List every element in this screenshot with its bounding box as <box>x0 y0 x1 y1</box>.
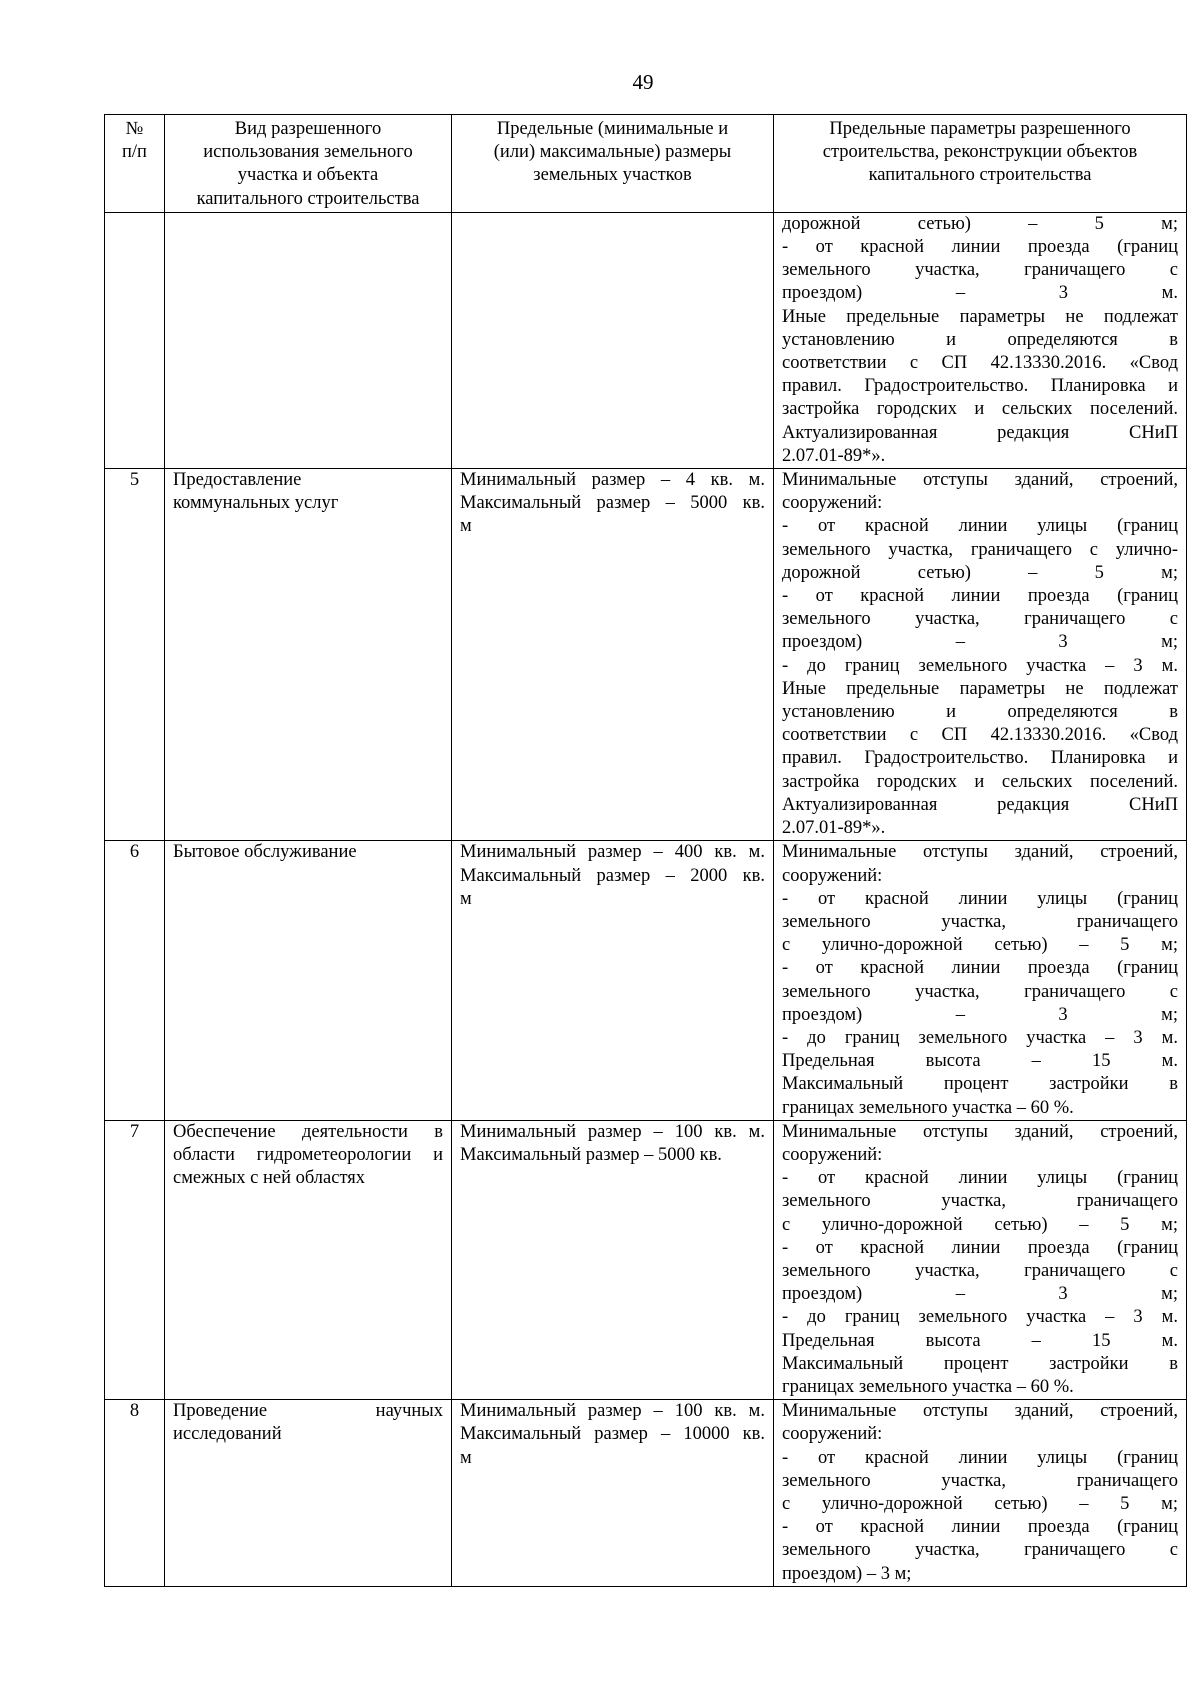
cell-line: смежных с ней областях <box>173 1168 366 1189</box>
cell-line: проездом) – 3 м. <box>782 283 1178 304</box>
row-number-cell <box>105 469 165 841</box>
header-line: капитального строительства <box>196 188 420 209</box>
page-number: 49 <box>632 70 654 94</box>
header-line: использования земельного <box>203 142 413 163</box>
cell-line: Предельная высота – 15 м. <box>782 1330 1178 1351</box>
row-number: 6 <box>129 842 140 863</box>
cell-line: земельного участка, граничащего с <box>782 1540 1178 1561</box>
table-row <box>105 212 1187 468</box>
params-cell <box>774 1120 1187 1399</box>
row-number-cell <box>105 841 165 1120</box>
header-line: земельных участков <box>533 165 692 186</box>
use-type-cell <box>165 212 452 468</box>
cell-line: м <box>460 888 472 909</box>
cell-line: земельного участка, граничащего <box>782 911 1178 932</box>
cell-line: границах земельного участка – 60 %. <box>782 1097 1074 1118</box>
cell-line: земельного участка, граничащего с <box>782 609 1178 630</box>
params-cell <box>774 469 1187 841</box>
cell-line: застройка городских и сельских поселений. <box>782 771 1178 792</box>
cell-line: - от красной линии улицы (границ <box>782 1447 1178 1468</box>
cell-line: границах земельного участка – 60 %. <box>782 1376 1074 1397</box>
table-body <box>105 212 1187 1586</box>
cell-line: - от красной линии проезда (границ <box>782 1237 1178 1258</box>
cell-line: исследований <box>173 1424 282 1445</box>
cell-line: 2.07.01-89*». <box>782 445 886 466</box>
plot-size-cell <box>452 212 774 468</box>
use-type-cell <box>165 841 452 1120</box>
row-number-cell <box>105 1400 165 1587</box>
cell-line: сооружений: <box>782 493 883 514</box>
cell-line: - от красной линии улицы (границ <box>782 516 1178 537</box>
cell-line: земельного участка, граничащего с <box>782 981 1178 1002</box>
table-row <box>105 1400 1187 1587</box>
cell-line: - от красной линии проезда (границ <box>782 1517 1178 1538</box>
row-number-cell <box>105 1120 165 1399</box>
cell-line: Максимальный процент застройки в <box>782 1353 1178 1374</box>
header-line: участка и объекта <box>237 165 379 186</box>
cell-line: Минимальный размер – 4 кв. м. <box>460 470 765 491</box>
cell-line: Максимальный размер – 5000 кв. <box>460 1144 722 1165</box>
header-line: капитального строительства <box>868 165 1092 186</box>
cell-line: проездом) – 3 м; <box>782 1284 1178 1305</box>
plot-size-cell <box>452 1400 774 1587</box>
cell-line: дорожной сетью) – 5 м; <box>782 562 1178 583</box>
table-row <box>105 841 1187 1120</box>
cell-line: сооружений: <box>782 865 883 886</box>
cell-line: Актуализированная редакция СНиП <box>782 422 1178 443</box>
params-cell <box>774 212 1187 468</box>
cell-line: Максимальный размер – 10000 кв. <box>460 1424 765 1445</box>
cell-line: 2.07.01-89*». <box>782 818 886 839</box>
cell-line: - от красной линии улицы (границ <box>782 888 1178 909</box>
table-header-row <box>105 115 1187 213</box>
cell-line: установлению и определяются в <box>782 702 1178 723</box>
cell-line: Предоставление <box>173 470 302 491</box>
cell-line: правил. Градостроительство. Планировка и <box>782 748 1178 769</box>
cell-line: проездом) – 3 м; <box>782 1563 912 1584</box>
plot-size-cell <box>452 841 774 1120</box>
cell-line: с улично-дорожной сетью) – 5 м; <box>782 935 1178 956</box>
use-type-cell <box>165 469 452 841</box>
cell-line: Минимальные отступы зданий, строений, <box>782 1401 1178 1422</box>
cell-line: земельного участка, граничащего с <box>782 1260 1178 1281</box>
cell-line: Иные предельные параметры не подлежат <box>782 306 1178 327</box>
cell-line: Максимальный размер – 2000 кв. <box>460 865 765 886</box>
row-number: 8 <box>129 1401 140 1422</box>
cell-line: - от красной линии проезда (границ <box>782 958 1178 979</box>
row-number-cell <box>105 212 165 468</box>
cell-line: сооружений: <box>782 1424 883 1445</box>
cell-line: Минимальные отступы зданий, строений, <box>782 470 1178 491</box>
cell-line: Предельная высота – 15 м. <box>782 1051 1178 1072</box>
header-num-line: п/п <box>122 142 147 163</box>
regulations-table <box>104 114 1187 1587</box>
row-number: 7 <box>129 1121 140 1142</box>
cell-line: области гидрометеорологии и <box>173 1144 443 1165</box>
row-number: 5 <box>129 470 140 491</box>
header-line: Предельные (минимальные и <box>496 119 729 139</box>
cell-line: правил. Градостроительство. Планировка и <box>782 376 1178 397</box>
plot-size-cell <box>452 469 774 841</box>
table-row <box>105 469 1187 841</box>
cell-line: земельного участка, граничащего с улично- <box>782 539 1178 560</box>
header-num <box>105 115 165 213</box>
header-line: Вид разрешенного <box>234 119 382 139</box>
header-use-type <box>165 115 452 213</box>
header-line: (или) максимальные) размеры <box>493 142 732 163</box>
cell-line: земельного участка, граничащего <box>782 1470 1178 1491</box>
cell-line: м <box>460 516 472 537</box>
cell-line: Проведение научных <box>173 1401 443 1422</box>
cell-line: Минимальные отступы зданий, строений, <box>782 842 1178 863</box>
cell-line: проездом) – 3 м; <box>782 1004 1178 1025</box>
cell-line: - от красной линии улицы (границ <box>782 1168 1178 1189</box>
cell-line: - от красной линии проезда (границ <box>782 237 1178 258</box>
cell-line: Минимальные отступы зданий, строений, <box>782 1121 1178 1142</box>
cell-line: с улично-дорожной сетью) – 5 м; <box>782 1214 1178 1235</box>
cell-line: Актуализированная редакция СНиП <box>782 794 1178 815</box>
cell-line: Максимальный размер – 5000 кв. <box>460 493 765 514</box>
cell-line: Бытовое обслуживание <box>173 842 357 863</box>
cell-line: - от красной линии проезда (границ <box>782 586 1178 607</box>
header-line: Предельные параметры разрешенного <box>829 119 1131 139</box>
header-line: строительства, реконструкции объектов <box>822 142 1138 163</box>
cell-line: соответствии с СП 42.13330.2016. «Свод <box>782 353 1178 374</box>
cell-line: Минимальный размер – 100 кв. м. <box>460 1121 765 1142</box>
cell-line: Обеспечение деятельности в <box>173 1121 443 1142</box>
cell-line: - до границ земельного участка – 3 м. <box>782 655 1178 676</box>
table-row <box>105 1120 1187 1399</box>
use-type-cell <box>165 1400 452 1587</box>
cell-line: с улично-дорожной сетью) – 5 м; <box>782 1493 1178 1514</box>
cell-line: сооружений: <box>782 1144 883 1165</box>
cell-line: установлению и определяются в <box>782 329 1178 350</box>
header-params <box>774 115 1187 213</box>
params-cell <box>774 1400 1187 1587</box>
header-num-line: № <box>125 119 144 139</box>
header-plot-size <box>452 115 774 213</box>
cell-line: Максимальный процент застройки в <box>782 1074 1178 1095</box>
cell-line: соответствии с СП 42.13330.2016. «Свод <box>782 725 1178 746</box>
cell-line: Минимальный размер – 400 кв. м. <box>460 842 765 863</box>
cell-line: земельного участка, граничащего <box>782 1191 1178 1212</box>
cell-line: - до границ земельного участка – 3 м. <box>782 1027 1178 1048</box>
cell-line: земельного участка, граничащего с <box>782 260 1178 281</box>
use-type-cell <box>165 1120 452 1399</box>
params-cell <box>774 841 1187 1120</box>
cell-line: - до границ земельного участка – 3 м. <box>782 1307 1178 1328</box>
cell-line: проездом) – 3 м; <box>782 632 1178 653</box>
cell-line: Иные предельные параметры не подлежат <box>782 678 1178 699</box>
cell-line: дорожной сетью) – 5 м; <box>782 213 1178 234</box>
plot-size-cell <box>452 1120 774 1399</box>
cell-line: коммунальных услуг <box>173 493 339 514</box>
cell-line: застройка городских и сельских поселений. <box>782 399 1178 420</box>
cell-line: м <box>460 1447 472 1468</box>
cell-line: Минимальный размер – 100 кв. м. <box>460 1401 765 1422</box>
